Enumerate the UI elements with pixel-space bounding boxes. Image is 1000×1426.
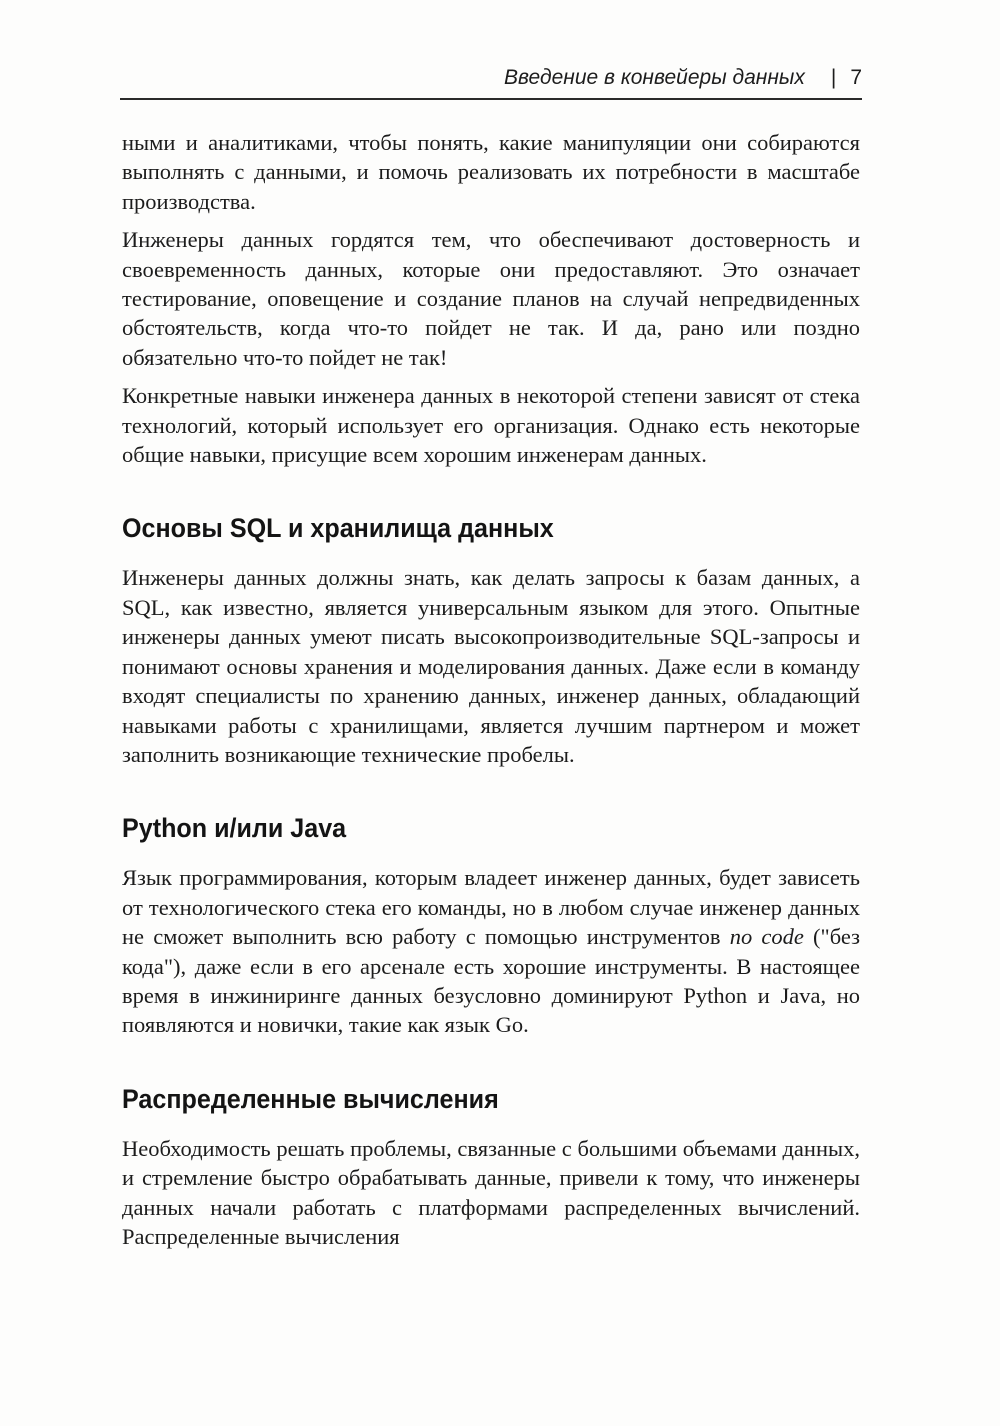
page-number: 7: [850, 66, 862, 89]
paragraph-reliability: Инженеры данных гордятся тем, что обеспечивают достоверность и своевременность данных, которые они предоставляют. Это означает тестирование, оповещение и создание планов на случай непредвиденных обстоятельств, когда что-то пойдет не так. И да, рано или поздно обязательно что-то пойдет не так!: [122, 227, 860, 370]
running-header: [120, 62, 862, 100]
page-body: [122, 128, 860, 1260]
heading-python-java: Python и/или Java: [122, 813, 347, 844]
chapter-title: Введение в конвейеры данных: [504, 66, 805, 89]
heading-sql: Основы SQL и хранилища данных: [122, 513, 554, 544]
paragraph-python-java: [122, 863, 860, 1039]
python-text-after: ("без кода"), даже если в его арсенале есть хорошие инструменты. В настоящее время в инжиниринге данных безусловно доминируют Python и Java, но появляются и новички, такие как язык Go.: [122, 924, 860, 1038]
no-code-term: no code: [729, 924, 804, 950]
paragraph-continued: ными и аналитиками, чтобы понять, какие манипуляции они собираются выполнять с данными, и помочь реализовать их потребности в масштабе производства.: [122, 130, 860, 214]
python-text-before: Язык программирования, которым владеет инженер данных, будет зависеть от технологического стека его команды, но в любом случае инженер данных не сможет выполнить всю работу с помощью инструментов: [122, 865, 860, 950]
header-separator: |: [830, 66, 837, 89]
paragraph-distributed: Необходимость решать проблемы, связанные с большими объемами данных, и стремление быстро обрабатывать данные, привели к тому, что инженеры данных начали работать с платформами распределенных вычислений. Распределенные вычисления: [122, 1135, 860, 1249]
paragraph-skills: Конкретные навыки инженера данных в некоторой степени зависят от стека технологий, который использует его организация. Однако есть некоторые общие навыки, присущие всем хорошим инженерам данных.: [122, 383, 860, 468]
paragraph-sql: Инженеры данных должны знать, как делать запросы к базам данных, а SQL, как известно, является универсальным языком для этого. Опытные инженеры данных умеют писать высокопроизводительные SQL-запросы и понимают основы хранения и моделирования данных. Даже если в команду входят специалисты по хранению данных, инженер данных, обладающий навыками работы с хранилищами, является лучшим партнером и может заполнить возникающие технические пробелы.: [122, 565, 860, 767]
heading-distributed: Распределенные вычисления: [122, 1083, 499, 1114]
